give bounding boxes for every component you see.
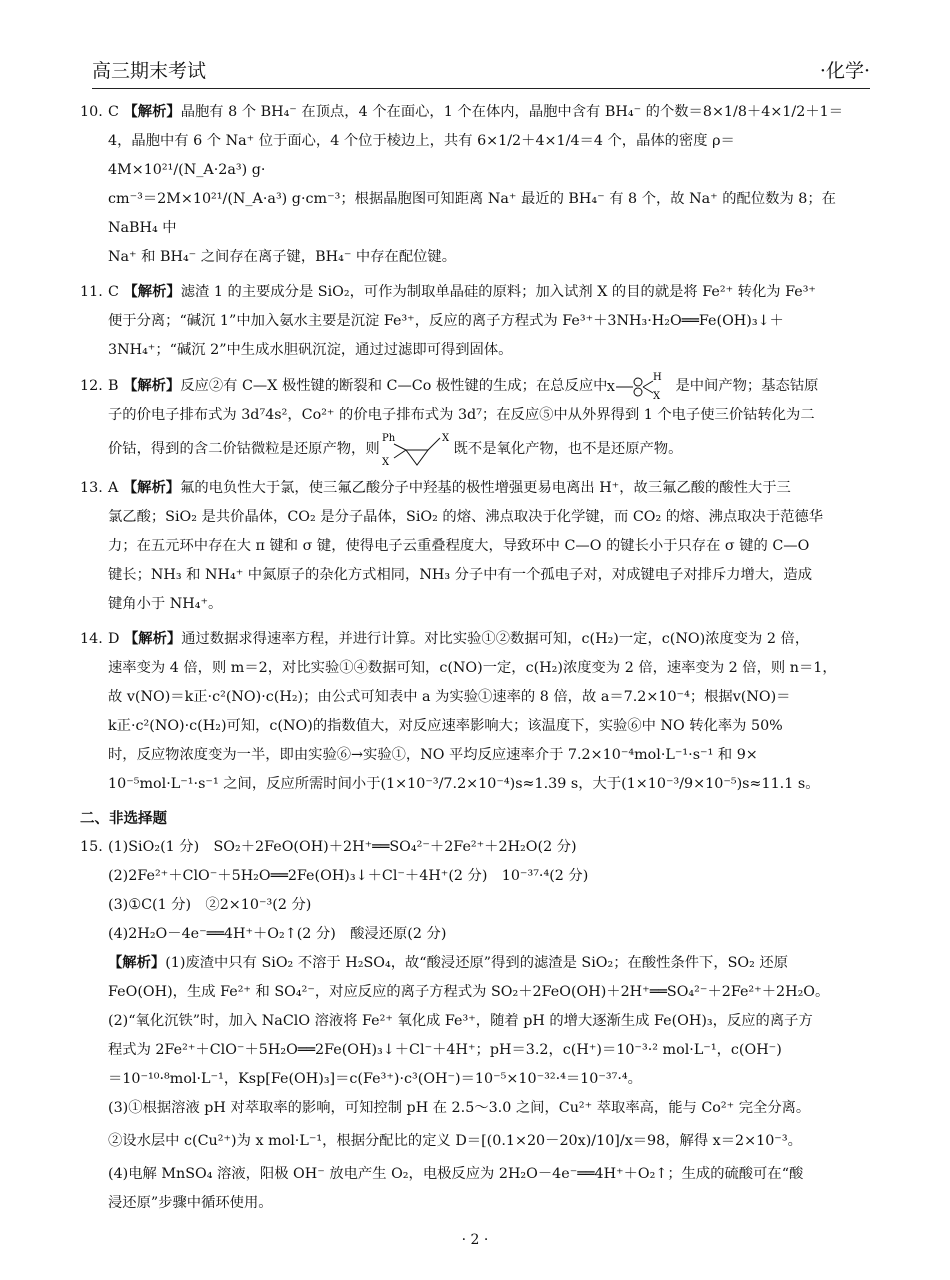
item-line: 4，晶胞中有 6 个 Na⁺ 位于面心，4 个位于棱边上，共有 6×1/2＋4×1/4＝4 个，晶体的密度 ρ＝4M×10²¹/(N_A·2a³) g·	[108, 133, 735, 178]
answer-content	[80, 98, 872, 1218]
analysis-tag: 【解析】	[122, 480, 181, 496]
explain-line: FeO(OH)，生成 Fe²⁺ 和 SO₄²⁻，对应反应的离子方程式为 SO₂＋2FeO(OH)＋2H⁺══SO₄²⁻＋2Fe²⁺＋2H₂O。	[108, 984, 830, 1000]
explain-line: (1)废渣中只有 SiO₂ 不溶于 H₂SO₄，故“酸浸还原”得到的滤渣是 SiO₂；在酸性条件下，SO₂ 还原	[165, 955, 789, 971]
item-line: 氟的电负性大于氯，使三氟乙酸分子中羟基的极性增强更易电离出 H⁺，故三氟乙酸的酸性大于三	[180, 480, 791, 496]
explain-line: ＝10⁻¹⁰·⁸mol·L⁻¹，Ksp[Fe(OH)₃]＝c(Fe³⁺)·c³(OH⁻)＝10⁻⁵×10⁻³²·⁴＝10⁻³⁷·⁴。	[108, 1071, 642, 1087]
item-line: 是中间产物；基态钴原	[675, 378, 819, 394]
answer-item-10	[80, 98, 872, 272]
analysis-tag: 【解析】	[123, 284, 181, 300]
explain-line: 程式为 2Fe²⁺＋ClO⁻＋5H₂O══2Fe(OH)₃↓＋Cl⁻＋4H⁺；pH＝3.2，c(H⁺)＝10⁻³·² mol·L⁻¹，c(OH⁻)	[108, 1042, 782, 1058]
answer-line: (3)①C(1 分) ②2×10⁻³(2 分)	[108, 897, 312, 913]
explain-line: ②设水层中 c(Cu²⁺)为 x mol·L⁻¹，根据分配比的定义 D＝[(0.1×20－20x)/10]/x＝98，解得 x＝2×10⁻³。	[108, 1133, 802, 1149]
item-line: k正·c²(NO)·c(H₂)可知，c(NO)的指数值大，对反应速率影响大；该温度下，实验⑥中 NO 转化率为 50%	[108, 718, 783, 734]
intermediate-structure-icon	[607, 371, 675, 401]
item-line: 故 v(NO)＝k正·c²(NO)·c(H₂)；由公式可知表中 a 为实验①速率的 8 倍，故 a＝7.2×10⁻⁴；根据v(NO)＝	[108, 689, 791, 705]
item-number: 12.	[80, 378, 103, 394]
struct-x-label: X	[607, 381, 616, 394]
item-answer: D	[108, 631, 120, 647]
item-number: 15.	[80, 839, 103, 855]
item-answer: A	[108, 480, 119, 496]
item-line: 键长；NH₃ 和 NH₄⁺ 中氮原子的杂化方式相同，NH₃ 分子中有一个孤电子对，对成键电子对排斥力增大，造成	[108, 567, 813, 583]
explain-line: 浸还原”步骤中循环使用。	[108, 1195, 273, 1211]
answer-item-15	[80, 833, 872, 949]
analysis-tag: 【解析】	[123, 104, 181, 120]
analysis-tag: 【解析】	[123, 378, 181, 394]
struct-xm-label: X	[381, 457, 389, 468]
item-line: 价钴，得到的含二价钴微粒是还原产物，则	[108, 441, 380, 457]
item-line: 通过数据求得速率方程，并进行计算。对比实验①②数据可知，c(H₂)一定，c(NO)浓度变为 2 倍，	[181, 631, 810, 647]
answer-item-12	[80, 371, 872, 468]
explain-line: (2)“氧化沉铁”时，加入 NaClO 溶液将 Fe²⁺ 氧化成 Fe³⁺，随着 pH 的增大逐渐生成 Fe(OH)₃，反应的离子方	[108, 1013, 813, 1029]
item-number: 10.	[80, 104, 103, 120]
item-line: 氯乙酸；SiO₂ 是共价晶体，CO₂ 是分子晶体，SiO₂ 的熔、沸点取决于化学键，而 CO₂ 的熔、沸点取决于范德华	[108, 509, 824, 525]
item-15-explanation	[80, 949, 872, 1218]
answer-item-14	[80, 625, 872, 799]
item-line: Na⁺ 和 BH₄⁻ 之间存在离子键，BH₄⁻ 中存在配位键。	[108, 249, 457, 265]
item-line: 晶胞有 8 个 BH₄⁻ 在顶点，4 个在面心，1 个在体内，晶胞中含有 BH₄⁻ 的个数＝8×1/8＋4×1/2＋1＝	[180, 104, 844, 120]
answer-item-13	[80, 474, 872, 619]
item-line: 便于分离；“碱沉 1”中加入氨水主要是沉淀 Fe³⁺，反应的离子方程式为 Fe³⁺＋3NH₃·H₂O══Fe(OH)₃↓＋	[108, 313, 784, 329]
item-answer: C	[108, 284, 119, 300]
answer-line: (2)2Fe²⁺＋ClO⁻＋5H₂O══2Fe(OH)₃↓＋Cl⁻＋4H⁺(2 分) 10⁻³⁷·⁴(2 分)	[108, 868, 589, 884]
answer-line: (4)2H₂O－4e⁻══4H⁺＋O₂↑(2 分) 酸浸还原(2 分)	[108, 926, 447, 942]
item-line: 既不是氧化产物，也不是还原产物。	[453, 441, 683, 457]
page-number: · 2 ·	[461, 1232, 489, 1248]
cyclopropane-structure-icon	[380, 430, 454, 468]
item-line: 力；在五元环中存在大 π 键和 σ 键，使得电子云重叠程度大，导致环中 C—O 的键长小于只存在 σ 键的 C—O	[108, 538, 810, 554]
explain-line: (4)电解 MnSO₄ 溶液，阳极 OH⁻ 放电产生 O₂，电极反应为 2H₂O－4e⁻══4H⁺＋O₂↑；生成的硫酸可在“酸	[108, 1166, 804, 1182]
explain-line: (3)①根据溶液 pH 对萃取率的影响，可知控制 pH 在 2.5～3.0 之间，Cu²⁺ 萃取率高，能与 Co²⁺ 完全分离。	[108, 1100, 811, 1116]
item-number: 14.	[80, 631, 103, 647]
item-line: 子的价电子排布式为 3d⁷4s²，Co²⁺ 的价电子排布式为 3d⁷；在反应⑤中从外界得到 1 个电子使三价钴转化为二	[108, 407, 815, 423]
item-line: 时，反应物浓度变为一半，即由实验⑥→实验①，NO 平均反应速率介于 7.2×10⁻⁴mol·L⁻¹·s⁻¹ 和 9×	[108, 747, 758, 763]
answer-line: (1)SiO₂(1 分) SO₂＋2FeO(OH)＋2H⁺══SO₄²⁻＋2Fe²⁺＋2H₂O(2 分)	[108, 839, 577, 855]
item-line: 速率变为 4 倍，则 m＝2，对比实验①④数据可知，c(NO)一定，c(H₂)浓度变为 2 倍，速率变为 2 倍，则 n＝1，	[108, 660, 837, 676]
page-header	[92, 58, 870, 89]
item-line: cm⁻³＝2M×10²¹/(N_A·a³) g·cm⁻³；根据晶胞图可知距离 Na⁺ 最近的 BH₄⁻ 有 8 个，故 Na⁺ 的配位数为 8；在 NaBH₄ 中	[108, 191, 836, 236]
analysis-tag: 【解析】	[108, 955, 166, 971]
item-line: 3NH₄⁺；“碱沉 2”中生成水胆矾沉淀，通过过滤即可得到固体。	[108, 342, 513, 358]
item-answer: C	[108, 104, 119, 120]
subject-label: ·化学·	[819, 60, 870, 82]
exam-title: 高三期末考试	[92, 60, 207, 82]
item-number: 13.	[80, 480, 103, 496]
struct-xr-label: X	[441, 433, 449, 444]
item-line: 键角小于 NH₄⁺。	[108, 596, 223, 612]
item-line: 滤渣 1 的主要成分是 SiO₂，可作为制取单晶硅的原料；加入试剂 X 的目的就是将 Fe²⁺ 转化为 Fe³⁺	[180, 284, 816, 300]
struct-h-label: H	[653, 372, 663, 383]
item-answer: B	[108, 378, 119, 394]
analysis-tag: 【解析】	[124, 631, 182, 647]
struct-x2-label: X	[653, 391, 661, 401]
struct-ph-label: Ph	[381, 433, 395, 444]
item-number: 11.	[80, 284, 103, 300]
item-line: 反应②有 C—X 极性键的断裂和 C—Co 极性键的生成；在总反应中	[180, 378, 608, 394]
item-line: 10⁻⁵mol·L⁻¹·s⁻¹ 之间，反应所需时间小于(1×10⁻³/7.2×10⁻⁴)s≈1.39 s，大于(1×10⁻³/9×10⁻⁵)s≈11.1 s。	[108, 776, 820, 792]
section-title: 二、非选择题	[80, 810, 167, 827]
answer-item-11	[80, 278, 872, 365]
